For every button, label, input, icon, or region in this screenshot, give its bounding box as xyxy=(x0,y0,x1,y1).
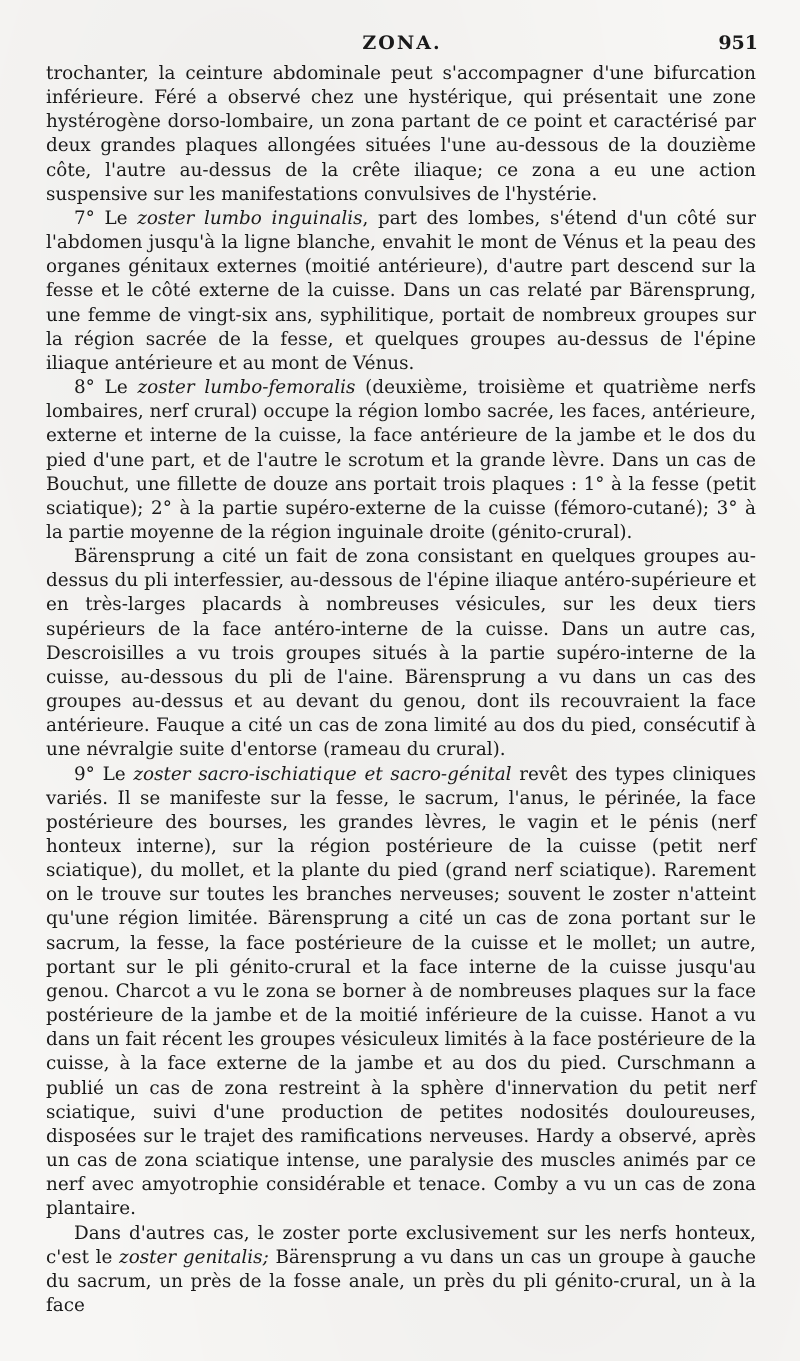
body-text xyxy=(46,62,756,1318)
text-run: Bärensprung a vu dans un cas un groupe à gauche du sacrum, un près de la fosse anale, un près du pli génito-crural, un à la face xyxy=(46,1246,756,1316)
text-run: trochanter, la ceinture abdominale peut s'accompagner d'une bifurcation inférieure. Féré a observé chez une hystérique, qui présentait une zone hystérogène dorso-lombaire, un zona partant de ce point et caractérisé par deux grandes plaques allongées situées l'une au-dessous de la douzième côte, l'autre au-dessus de la crête iliaque; ce zona a eu une action suspensive sur les manifestations convulsives de l'hystérie. xyxy=(46,63,756,205)
text-run: revêt des types cliniques variés. Il se manifeste sur la fesse, le sacrum, l'anus, le périnée, la face postérieure des bourses, les grandes lèvres, le vagin et le pénis (nerf honteux interne), sur la région postérieure de la cuisse (petit nerf sciatique), du mollet, et la plante du pied (grand nerf sciatique). Rarement on le trouve sur toutes les branches nerveuses; souvent le zoster n'atteint qu'une région limitée. Bärensprung a cité un cas de zona portant sur le sacrum, la fesse, la face postérieure de la cuisse et le mollet; un autre, portant sur le pli génito-crural et la face interne de la cuisse jusqu'au genou. Charcot a vu le zona se borner à de nombreuses plaques sur la face postérieure de la jambe et de la moitié inférieure de la cuisse. Hanot a vu dans un fait récent les groupes vésiculeux limités à la face postérieure de la cuisse, à la face externe de la jambe et au dos du pied. Curschmann a publié un cas de zona restreint à la sphère d'innervation du petit nerf sciatique, suivi d'une production de petites nodosités douloureuses, disposées sur le trajet des ramifications nerveuses. Hardy a observé, après un cas de zona sciatique intense, une paralysie des muscles animés par ce nerf avec amyotrophie considérable et tenace. Comby a vu un cas de zona plantaire. xyxy=(46,763,757,1220)
text-run: 7° Le xyxy=(74,207,138,229)
text-run: Bärensprung a cité un fait de zona consistant en quelques groupes au-dessus du pli interfessier, au-dessous de l'épine iliaque antéro-supérieure et en très-larges placards à nombreuses vésicules, sur les deux tiers supérieurs de la face antéro-interne de la cuisse. Dans un autre cas, Descroisilles a vu trois groupes situés à la partie supéro-interne de la cuisse, au-dessous du pli de l'aine. Bärensprung a vu dans un cas des groupes au-dessus et au devant du genou, dont ils recouvraient la face antérieure. Fauque a cité un cas de zona limité au dos du pied, consécutif à une névralgie suite d'entorse (rameau du crural). xyxy=(46,546,756,761)
latin-term: zoster lumbo inguinalis xyxy=(137,207,363,229)
running-title: ZONA. xyxy=(362,32,442,54)
latin-term: zoster genitalis; xyxy=(119,1246,269,1268)
text-run: Dans d'autres cas, le zoster porte exclusivement sur les nerfs honteux, c'est le xyxy=(46,1222,756,1268)
latin-term: zoster sacro-ischiatique et sacro-génital xyxy=(133,763,512,785)
latin-term: zoster lumbo-femoralis xyxy=(137,377,356,399)
paragraph xyxy=(46,1222,756,1319)
text-run: 8° Le xyxy=(74,377,138,399)
paragraph xyxy=(46,207,756,376)
paragraph xyxy=(46,376,756,545)
text-run: , part des lombes, s'étend d'un côté sur l'abdomen jusqu'à la ligne blanche, envahit le mont de Vénus et la peau des organes génitaux externes (moitié antérieure), d'autre part descend sur la fesse et le côté externe de la cuisse. Dans un cas relaté par Bärensprung, une femme de vingt-six ans, syphilitique, portait de nombreux groupes sur la région sacrée de la fesse, et quelques groupes au-dessus de l'épine iliaque antérieure et au mont de Vénus. xyxy=(46,207,756,374)
page-number: 951 xyxy=(718,32,758,54)
text-run: 9° Le xyxy=(74,763,134,785)
page-header xyxy=(46,32,758,62)
paragraph xyxy=(46,545,756,762)
paragraph xyxy=(46,763,756,1222)
text-run: (deuxième, troisième et quatrième nerfs lombaires, nerf crural) occupe la région lombo sacrée, les faces, antérieure, externe et interne de la cuisse, la face antérieure de la jambe et le dos du pied d'une part, et de l'autre le scrotum et la grande lèvre. Dans un cas de Bouchut, une fillette de douze ans portait trois plaques : 1° à la fesse (petit sciatique); 2° à la partie supéro-externe de la cuisse (fémoro-cutané); 3° à la partie moyenne de la région inguinale droite (génito-crural). xyxy=(46,377,756,543)
paragraph xyxy=(46,62,756,207)
